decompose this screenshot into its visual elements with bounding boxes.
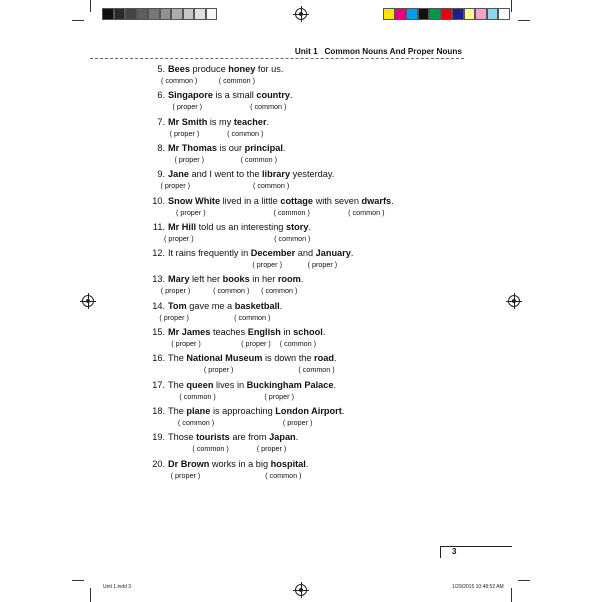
exercise-sentence [146,90,293,100]
page-number: 3 [452,547,457,556]
exercise-sentence [146,459,308,469]
sentence-text: . [290,90,293,101]
sentence-text: is down the [262,353,315,364]
item-number: 9. [157,169,165,180]
noun-word: library [262,169,291,180]
sentence-text: left her [189,274,223,285]
process-color-swatch [475,8,487,20]
sentence-text: in [280,327,294,337]
noun-word: English [247,327,281,337]
sentence-text: . [279,300,283,311]
header-divider [90,58,464,59]
grayscale-swatch [125,8,137,20]
sentence-text: . [322,327,326,337]
sentence-text: . [350,248,354,259]
noun-type-label: ( proper ) [241,339,271,348]
grayscale-swatch [148,8,160,20]
process-color-swatch [441,8,453,20]
crop-mark [518,580,530,581]
noun-word: teacher [233,116,267,127]
noun-word: December [250,248,296,259]
noun-word: National Museum [186,353,263,364]
process-color-swatch [429,8,441,20]
noun-type-label: ( proper ) [203,365,234,375]
crop-mark [72,580,84,581]
noun-word: Tom [168,300,187,311]
exercise-sentence [146,301,282,311]
running-header [295,47,462,56]
noun-word: principal [244,142,283,153]
exercise-sentence [146,432,298,442]
registration-mark-icon [295,584,307,596]
noun-type-label: ( proper ) [176,207,206,217]
sentence-text: Those [168,432,197,443]
item-number: 14. [152,300,165,311]
grayscale-swatch [194,8,206,20]
item-number: 13. [152,274,165,285]
process-color-swatch [452,8,464,20]
sentence-text: in her [249,274,278,285]
sentence-text: for us. [255,64,284,74]
noun-word: queen [186,379,214,390]
noun-type-label: ( proper ) [160,181,191,191]
unit-label: Unit 1 [294,47,318,56]
item-number: 11. [152,221,165,232]
noun-type-label: ( common ) [227,128,264,138]
item-number: 7. [157,116,165,127]
exercise-sentence [146,64,283,74]
sentence-text: The [168,353,187,364]
noun-type-label: ( common ) [234,312,271,322]
process-color-swatch [498,8,510,20]
noun-word: Mr Smith [168,116,208,127]
crop-mark [518,20,530,21]
sentence-text: with seven [313,195,362,206]
noun-type-label: ( common ) [273,207,310,217]
process-color-swatch [406,8,418,20]
exercise-sentence [146,327,325,337]
sentence-text: is my [207,116,234,127]
noun-word: Snow White [168,195,221,206]
item-number: 16. [152,353,165,364]
sentence-text: . [266,116,270,127]
exercise-sentence [146,380,336,390]
exercise-sentence [146,143,285,153]
grayscale-swatch [171,8,183,20]
sentence-text: . [282,142,286,153]
noun-word: books [222,274,250,285]
sentence-text: and I went to the [188,169,262,180]
noun-type-label: ( common ) [252,181,290,191]
exercise-sentence [146,353,337,363]
noun-type-label: ( proper ) [282,417,313,427]
noun-type-label: ( proper ) [169,128,200,138]
noun-word: room [277,274,301,285]
noun-word: basketball [234,300,280,311]
noun-word: Mary [168,274,190,285]
noun-word: plane [186,405,211,416]
sentence-text: lives in [213,379,247,390]
noun-type-label: ( proper ) [171,339,201,348]
exercise-sentence [146,196,394,206]
noun-word: London Airport [275,405,342,416]
slug-timestamp: 1/29/2015 10:48:52 AM [452,584,504,590]
item-number: 15. [152,327,165,337]
sentence-text: The [168,405,187,416]
sentence-text: . [333,353,337,364]
sentence-text: . [341,405,345,416]
item-number: 20. [152,458,165,469]
sentence-text: is our [217,142,245,153]
noun-word: Mr Thomas [168,142,218,153]
sentence-text: and [295,248,316,259]
unit-title: Common Nouns And Proper Nouns [324,47,462,56]
sentence-text: yesterday. [290,169,335,180]
page-number-rule [440,546,441,558]
noun-word: Mr James [168,327,211,337]
process-color-swatch [395,8,407,20]
item-number: 10. [152,195,165,206]
crop-mark [90,0,91,12]
exercise-sentence [146,117,269,127]
noun-word: country [256,90,291,101]
noun-type-label: ( proper ) [170,470,201,480]
noun-type-label: ( proper ) [174,154,205,164]
noun-word: story [285,221,309,232]
noun-type-label: ( common ) [274,233,311,243]
noun-word: Bees [168,64,190,74]
noun-type-label: ( common ) [298,365,335,375]
sentence-text: teaches [210,327,248,337]
crop-mark [511,588,512,602]
noun-type-label: ( common ) [218,76,256,85]
sentence-text: works in a big [209,458,271,469]
noun-type-label: ( common ) [348,207,385,217]
grayscale-swatch [114,8,126,20]
crop-mark [72,20,84,21]
noun-type-label: ( common ) [250,102,287,112]
noun-word: honey [228,64,256,74]
crop-mark [511,0,512,12]
noun-word: tourists [196,432,230,443]
process-color-swatch [383,8,395,20]
item-number: 6. [157,90,165,101]
noun-word: Jane [168,169,189,180]
noun-type-label: ( common ) [279,339,317,348]
noun-word: Japan [269,432,296,443]
process-color-swatch [487,8,499,20]
noun-word: January [315,248,351,259]
noun-word: cottage [280,195,314,206]
sentence-text: . [391,195,394,206]
grayscale-swatch [137,8,149,20]
noun-type-label: ( common ) [261,286,298,296]
exercise-sentence [146,274,303,284]
sentence-text: . [300,274,304,285]
page-number-rule [440,546,512,547]
sentence-text: . [308,221,311,232]
process-color-swatch [464,8,476,20]
noun-word: dwarfs [361,195,392,206]
noun-word: Dr Brown [168,458,210,469]
noun-type-label: ( common ) [265,470,302,480]
item-number: 8. [157,142,165,153]
item-number: 5. [157,64,165,74]
sentence-text: It rains frequently in [168,248,251,259]
sentence-text: told us an interesting [196,221,286,232]
sentence-text: gave me a [186,300,235,311]
process-color-swatch [418,8,430,20]
noun-type-label: ( common ) [179,391,216,401]
exercise-sentence [146,406,344,416]
exercise-sentence [146,222,311,232]
noun-type-label: ( common ) [240,154,277,164]
noun-word: road [314,353,334,364]
item-number: 19. [152,432,165,443]
noun-type-label: ( proper ) [159,312,189,322]
registration-mark-icon [508,295,520,307]
grayscale-swatch [102,8,114,20]
sentence-text: is approaching [210,405,276,416]
sentence-text: lived in a little [220,195,281,206]
noun-type-label: ( proper ) [252,260,282,270]
crop-mark [90,588,91,602]
registration-mark-icon [82,295,94,307]
sentence-text: . [295,432,299,443]
noun-type-label: ( proper ) [256,444,287,454]
noun-type-label: ( common ) [213,286,250,296]
noun-type-label: ( proper ) [264,391,294,401]
noun-type-label: ( proper ) [164,233,194,243]
registration-mark-icon [295,8,307,20]
sentence-text: produce [189,64,229,74]
sentence-text: . [305,458,309,469]
exercise-sentence [146,248,353,258]
grayscale-swatch [160,8,172,20]
sentence-text: are from [229,432,270,443]
item-number: 17. [152,379,165,390]
noun-word: hospital [270,458,306,469]
sentence-text: is a small [212,90,257,101]
item-number: 12. [152,248,165,259]
grayscale-swatch [206,8,218,20]
grayscale-swatch [183,8,195,20]
noun-word: Buckingham Palace [246,379,334,390]
sentence-text: The [168,379,187,390]
item-number: 18. [152,405,165,416]
noun-type-label: ( common ) [177,417,215,427]
exercise-sentence [146,169,334,179]
sentence-text: . [333,379,337,390]
noun-word: Singapore [168,90,213,101]
noun-type-label: ( proper ) [160,286,191,296]
noun-word: Mr Hill [168,221,197,232]
noun-type-label: ( common ) [192,444,229,454]
noun-type-label: ( proper ) [307,260,338,270]
slug-filename: Unit 1.indd 3 [103,584,132,590]
noun-type-label: ( common ) [160,76,198,85]
noun-type-label: ( proper ) [172,102,203,112]
noun-word: school [293,327,323,337]
